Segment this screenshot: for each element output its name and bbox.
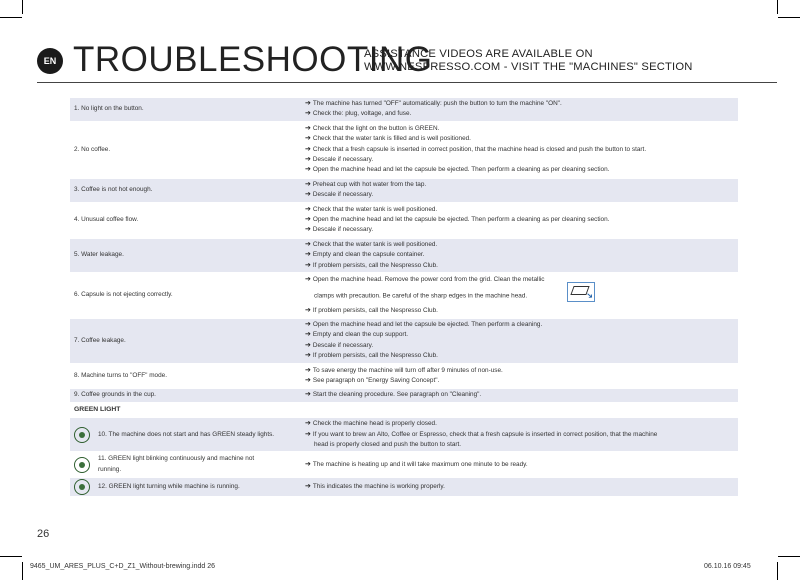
arrow-icon: ➔	[305, 331, 311, 339]
arrow-icon: ➔	[305, 420, 311, 428]
header-subtitle	[364, 48, 693, 74]
issue-cell: 7. Coffee leakage.	[70, 319, 301, 363]
arrow-icon: ➔	[305, 191, 311, 199]
crop-mark	[22, 562, 23, 580]
arrow-icon: ➔	[305, 100, 311, 107]
table-row	[70, 274, 738, 317]
solution-cell: ➔ Check that the water tank is well positioned. ➔ Open the machine head and let the capsule be ejected. Then perform a cleaning as per cleaning section. ➔ Descale if necessary.	[305, 205, 610, 234]
table-row	[70, 98, 738, 121]
arrow-icon: ➔	[305, 240, 311, 248]
solution-cell: ➔ Open the machine head. Remove the power cord from the grid. Clean the metallic clamps with precaution. Be careful of the sharp edges in the machine head.➔ ➔ If problem persists, call the Nespresso Club.	[301, 274, 738, 317]
arrow-icon: ➔	[305, 135, 311, 143]
table-row	[70, 319, 738, 363]
table-row	[70, 239, 738, 272]
arrow-icon: ➔	[305, 306, 311, 314]
issue-cell: 5. Water leakage.	[70, 239, 301, 272]
solution-cell: ➔ The machine has turned "OFF" automatically: push the button to turn the machine "ON". ➔ Check the: plug, voltage, and fuse.	[301, 98, 738, 121]
arrow-icon: ➔	[305, 352, 311, 360]
solution-cell: ➔ Check the machine head is properly closed. ➔ If you want to brew an Alto, Coffee or Espresso, check that a fresh capsule is inserted in correct position, that the machine head is properly closed and push the button to start.	[301, 418, 738, 451]
crop-mark	[777, 0, 778, 14]
arrow-icon: ➔	[305, 376, 311, 384]
page-number: 26	[37, 528, 50, 540]
arrow-icon: ➔	[305, 145, 311, 153]
footer-date: 06.10.16 09:45	[704, 563, 751, 570]
table-row	[70, 123, 738, 177]
solution-cell: ➔ To save energy the machine will turn off after 9 minutes of non-use. ➔ See paragraph on "Energy Saving Concept".	[305, 366, 503, 384]
arrow-icon: ➔	[305, 180, 311, 188]
solution-cell: ➔ This indicates the machine is working properly.	[301, 478, 738, 496]
issue-cell: 12. GREEN light turning while machine is running.	[70, 478, 301, 496]
arrow-icon: ➔	[305, 430, 311, 438]
capsule-clamp-illustration-icon	[567, 282, 595, 302]
issue-cell: 1. No light on the button.	[70, 98, 301, 121]
arrow-icon: ➔	[305, 341, 311, 349]
green-blinking-light-icon	[74, 457, 90, 473]
page-title: TROUBLESHOOTING	[73, 40, 433, 79]
troubleshooting-table	[70, 96, 738, 498]
arrow-icon: ➔	[305, 391, 311, 399]
arrow-icon: ➔	[305, 205, 311, 213]
table-row	[70, 365, 738, 388]
table-row	[70, 389, 738, 401]
arrow-icon: ➔	[305, 320, 311, 328]
table-row	[70, 179, 738, 202]
arrow-icon: ➔	[305, 124, 311, 132]
issue-cell: 8. Machine turns to "OFF" mode.	[74, 371, 167, 379]
issue-cell: 2. No coffee.	[74, 145, 111, 153]
arrow-icon: ➔	[305, 482, 311, 490]
issue-cell: 3. Coffee is not hot enough.	[70, 179, 301, 202]
table-row	[70, 478, 738, 496]
header-divider	[37, 82, 777, 83]
crop-mark	[778, 17, 800, 18]
arrow-icon: ➔	[305, 276, 311, 284]
arrow-icon: ➔	[305, 366, 311, 374]
solution-cell: ➔ Check that the light on the button is GREEN. ➔ Check that the water tank is filled and is well positioned. ➔ Check that a fresh capsule is inserted in correct position, that the machine head is closed and push the button to start. ➔ Descale if necessary. ➔ Open the machine head and let the capsule be ejected. Then perform a cleaning as per cleaning section.	[305, 124, 647, 174]
table-row	[70, 453, 738, 476]
issue-cell: 9. Coffee grounds in the cup.	[70, 389, 301, 401]
arrow-icon: ➔	[305, 156, 311, 164]
crop-mark	[778, 556, 800, 557]
crop-mark	[0, 17, 22, 18]
green-turning-light-icon	[74, 479, 90, 495]
issue-cell: 4. Unusual coffee flow.	[74, 216, 139, 224]
issue-cell: 6. Capsule is not ejecting correctly.	[74, 291, 173, 299]
crop-mark	[777, 562, 778, 580]
issue-cell: 11. GREEN light blinking continuously and machine not running.	[70, 453, 301, 476]
solution-cell: ➔ The machine is heating up and it will take maximum one minute to be ready.	[305, 460, 528, 468]
solution-cell: ➔ Preheat cup with hot water from the tap. ➔ Descale if necessary.	[301, 179, 738, 202]
section-heading-row	[70, 404, 738, 416]
solution-cell: ➔ Check that the water tank is well positioned. ➔ Empty and clean the capsule container. ➔ If problem persists, call the Nespresso Club.	[301, 239, 738, 272]
section-heading: GREEN LIGHT	[74, 405, 121, 413]
language-badge: EN	[37, 48, 63, 74]
subtitle-line-2: WWW.NESPRESSO.COM - VISIT THE "MACHINES" SECTION	[364, 61, 693, 73]
solution-cell: ➔ Start the cleaning procedure. See paragraph on "Cleaning".	[301, 389, 738, 401]
table-row	[70, 418, 738, 451]
table-row	[70, 204, 738, 237]
arrow-icon: ➔	[305, 460, 311, 468]
arrow-icon: ➔	[305, 261, 311, 269]
arrow-icon: ➔	[305, 110, 311, 118]
arrow-icon: ➔	[305, 216, 311, 224]
page-header	[37, 42, 777, 78]
crop-mark	[0, 556, 22, 557]
arrow-icon: ➔	[305, 226, 311, 234]
crop-mark	[22, 0, 23, 14]
green-steady-light-icon	[74, 427, 90, 443]
arrow-icon: ➔	[305, 166, 311, 174]
arrow-icon: ➔	[305, 251, 311, 259]
footer-file-info: 9465_UM_ARES_PLUS_C+D_Z1_Without-brewing.indd 26	[30, 563, 216, 570]
issue-cell: 10. The machine does not start and has GREEN steady lights.	[70, 418, 301, 451]
subtitle-line-1: ASSISTANCE VIDEOS ARE AVAILABLE ON	[364, 48, 593, 60]
solution-cell: ➔ Open the machine head and let the capsule be ejected. Then perform a cleaning. ➔ Empty and clean the cup support. ➔ Descale if necessary. ➔ If problem persists, call the Nespresso Club.	[301, 319, 738, 363]
